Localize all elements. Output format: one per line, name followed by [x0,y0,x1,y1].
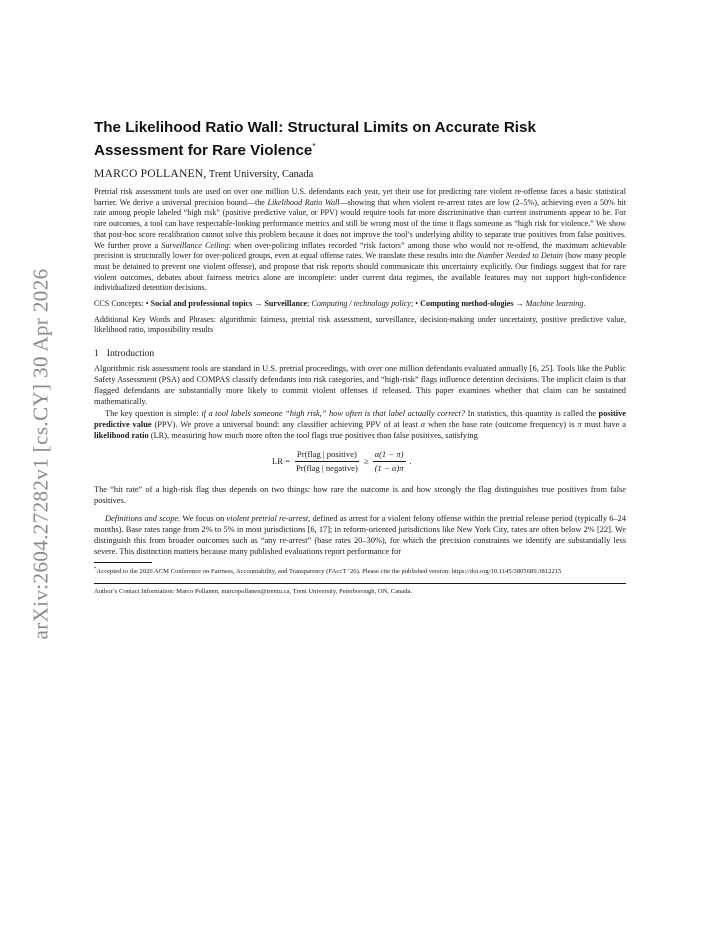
paragraph-text: The key question is simple: [105,408,202,418]
section-heading [94,348,626,360]
intro-paragraph-4 [94,513,626,557]
abstract-term-nnd: Number Needed to Detain [477,251,563,261]
paper-title [94,118,626,160]
ccs-separator: . [583,299,586,309]
paragraph-text: In statistics, this quantity is called the [465,408,599,418]
title-line-1: The Likelihood Ratio Wall: Structural Limits on Accurate Risk [94,119,536,136]
section-number: 1 [94,348,99,360]
intro-paragraph-3: The “hit rate” of a high-risk flag thus depends on two things: how rare the outcome is and how strongly the flag distinguishes true positives from false positives. [94,484,626,505]
abstract-text: (how many people must be detained to prevent one violent offense), and propose that risk reports should communicate this uncertainty explicitly. Our findings suggest that for rare violent outcomes, debates about fairness metrics alone are incomplete: under current data regimes, the available features may not support high-confidence individualized detention decisions. [94,251,626,293]
fraction-denominator: (1 − α)π [374,462,404,473]
key-question: if a tool labels someone “high risk,” how often is that label actually correct? [201,408,466,418]
ccs-label: CCS Concepts: • [94,299,151,309]
paragraph-text: must have a [581,419,626,429]
footnote-text: Accepted to the 2026 ACM Conference on Fairness, Accountability, and Transparency (FAccT ’26). Please cite the published version: https://doi.org/10.1145/3805689.3812215 [96,568,562,576]
ccs-separator: → [513,299,526,309]
arxiv-identifier: arXiv:2604.27282v1 [cs.CY] 30 Apr 2026 [28,268,53,640]
author-affiliation: Trent University, Canada [206,169,314,180]
ccs-concept: Computing method-ologies [420,299,514,309]
bound-fraction [373,449,406,474]
fraction-denominator: Pr(flag | negative) [295,462,358,473]
math-pi: π [577,419,582,429]
paragraph-text: (PPV). We prove a universal bound: any classifier achieving PPV of at least [151,419,421,429]
term-ppv: positive predictive value [94,408,626,429]
lr-equation [94,445,626,481]
abstract [94,187,626,294]
contact-divider [94,583,626,584]
intro-paragraph-1: Algorithmic risk assessment tools are standard in U.S. pretrial proceedings, with over one million defendants evaluated annually [6, 25]. Tools like the Public Safety Assessment (PSA) and COMPAS classify defendants into risk categories, and “high-risk” flags influence detention decisions. The implicit claim is that flagged defendants are substantially more likely to commit violent offenses if released. This paper examines whether that claim can be sustained mathematically. [94,364,626,407]
abstract-text: : when over-policing inflates recorded “risk factors” among those who would not re-offend, the maximum achievable precision is structurally lower for over-policed groups, even at equal offense rates. We translate these results into the [94,240,627,261]
ccs-subconcept: Machine learning [525,299,584,309]
paragraph-text: We focus on [180,513,227,523]
ccs-concept: Social and professional topics → Surveillance [150,299,308,309]
equation-period: . [409,456,412,467]
paragraph-run-in-heading: Definitions and scope. [105,513,181,523]
footnote-divider [94,562,152,563]
ccs-subconcept: Computing / technology policy [311,299,412,309]
arxiv-side-stamp [26,258,56,650]
footnote [94,566,626,577]
footnote-mark: * [94,567,97,573]
paragraph-text: when the base rate (outcome frequency) is [425,419,578,429]
likelihood-ratio-fraction [294,449,360,474]
term-violent-rearrest: violent pretrial re-arrest [226,513,309,523]
title-line-2: Assessment for Rare Violence [94,142,313,159]
section-title: Introduction [106,348,155,360]
ccs-concepts [94,299,626,310]
abstract-term-surveillance-ceiling: Surveillance Ceiling [161,240,229,250]
ccs-separator: ; • [411,299,421,309]
paper-page [94,118,626,597]
fraction-numerator: Pr(flag | positive) [295,449,359,462]
term-likelihood-ratio: likelihood ratio [94,430,149,440]
author-name: MARCO POLLANEN, [94,167,207,180]
abstract-term-lr-wall: Likelihood Ratio Wall [267,197,340,207]
author-line [94,167,626,181]
intro-paragraph-2 [94,408,626,441]
title-footnote-mark: * [312,142,316,151]
author-contact: Author’s Contact Information: Marco Pollanen, marcopollanen@trentu.ca, Trent University, Peterborough, ON, Canada. [94,588,413,596]
equation-geq: ≥ [363,456,369,467]
math-alpha: α [420,419,426,429]
abstract-text: Pretrial risk assessment tools are used on over one million U.S. defendants each year, yet their use for predicting rare violent re-offense faces a basic statistical barrier. We derive a universal precision bound—the [94,187,626,207]
paragraph-text: , defined as arrest for a violent felony offense within the pretrial release period (typically 6–24 months). Base rates range from 2% to 5% in most jurisdictions [6, 17]; in reform-oriented jurisdictions like New York City, rates are often below 2% [22]. We distinguish this from broader outcomes such as “any re-arrest” (base rates 20–30%), for which the precision constraints we identify are substantially less severe. This distinction matters because many published evaluations report performance for [94,513,626,557]
keywords: Additional Key Words and Phrases: algorithmic fairness, pretrial risk assessment, surveillance, decision-making under uncertainty, positive predictive value, likelihood ratio, impossibility results [94,314,626,335]
abstract-text: —showing that when violent re-arrest rates are low (2–5%), achieving even a 50% hit rate among people labeled “high risk” (positive predictive value, or PPV) would require tools far more discriminative than current instruments appear to be. For rare outcomes, a tool can have respectable-looking performance metrics and still be wrong most of the time it flags someone as “high risk for violence.” We show that post-hoc score recalibration cannot solve this problem because it does not improve the tool’s underlying ability to separate true positives from false positives. We further prove a [94,197,626,250]
equation-lhs: LR = [272,456,290,467]
paragraph-text: (LR), measuring how much more often the tool flags true positives than false positives, satisfying [148,430,478,440]
fraction-numerator: α(1 − π) [373,449,406,462]
ccs-separator: ; [307,299,312,309]
